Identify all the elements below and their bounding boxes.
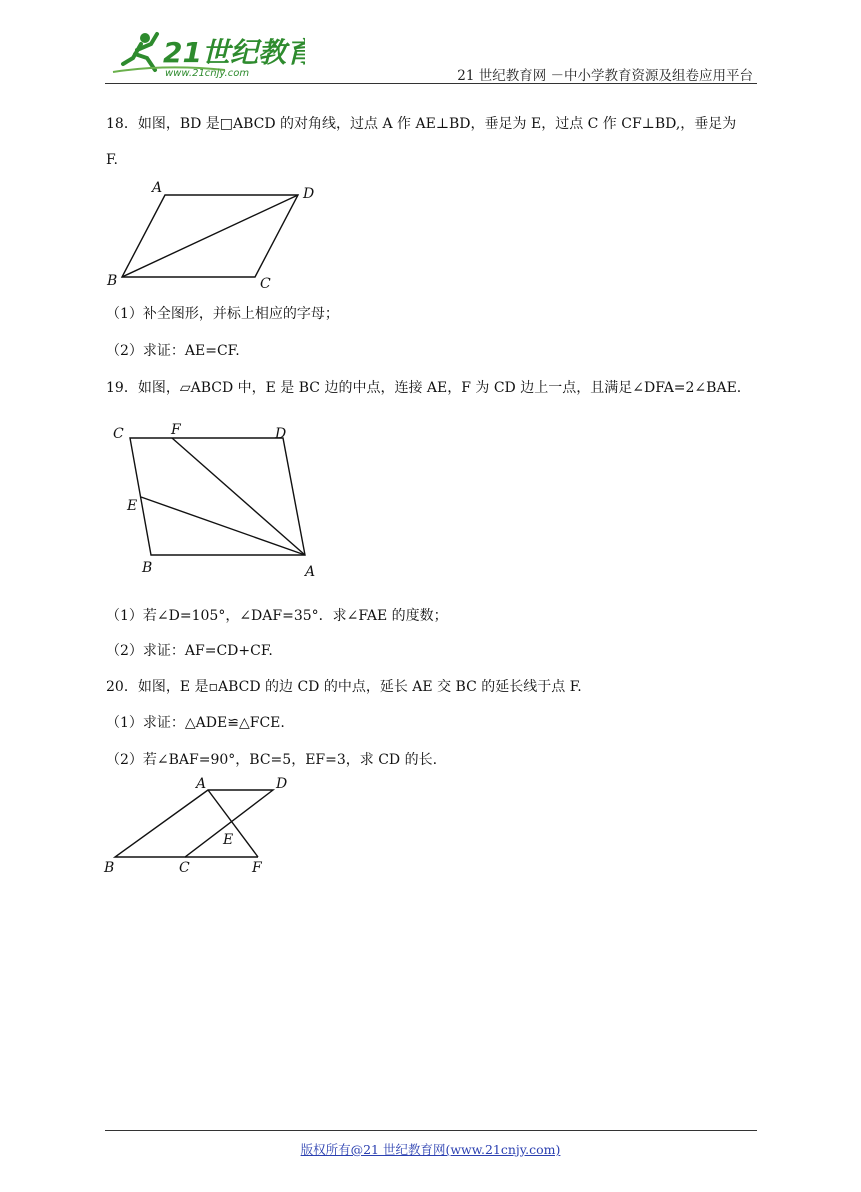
q18-label-b: B (107, 273, 118, 289)
q20-part2: （2）若∠BAF=90°，BC=5，EF=3，求 CD 的长. (106, 752, 438, 768)
q20-label-d: D (276, 776, 288, 792)
q18-label-d: D (303, 186, 315, 202)
q20-label-e: E (223, 832, 234, 848)
q18-stem-line2: F. (106, 152, 118, 168)
header-divider (105, 83, 757, 84)
q18-figure (105, 176, 325, 296)
q20-figure (100, 772, 300, 886)
q19-label-e: E (127, 498, 138, 514)
q18-label-c: C (260, 276, 271, 292)
q18-part2: （2）求证：AE=CF. (106, 343, 240, 359)
q20-part1: （1）求证：△ADE≌△FCE. (106, 715, 285, 731)
q19-label-c: C (113, 426, 124, 442)
q20-label-f: F (252, 860, 262, 876)
q19-label-f: F (171, 422, 181, 438)
footer-divider (105, 1130, 757, 1131)
site-tagline: 21 世纪教育网 －中小学教育资源及组卷应用平台 (457, 68, 753, 84)
q20-label-a: A (196, 776, 207, 792)
svg-text:www.21cnjy.com: www.21cnjy.com (165, 68, 250, 79)
q20-label-c: C (179, 860, 190, 876)
footer-copyright-link[interactable]: 版权所有@21 世纪教育网(www.21cnjy.com) (300, 1142, 561, 1157)
q18-stem-line1: 18．如图，BD 是□ABCD 的对角线，过点 A 作 AE⊥BD，垂足为 E，过点 C 作 CF⊥BD,，垂足为 (106, 116, 737, 132)
q19-label-a: A (305, 564, 316, 580)
q19-label-d: D (275, 426, 287, 442)
q20-stem: 20．如图，E 是▫ABCD 的边 CD 的中点，延长 AE 交 BC 的延长线于点 F. (106, 679, 582, 695)
q19-stem: 19．如图，▱ABCD 中，E 是 BC 边的中点，连接 AE，F 为 CD 边上一点，且满足∠DFA=2∠BAE. (106, 380, 742, 396)
q18-part1: （1）补全图形，并标上相应的字母； (106, 306, 339, 322)
q18-label-a: A (152, 180, 163, 196)
site-logo (105, 28, 305, 80)
svg-text:21世纪教育: 21世纪教育 (163, 36, 305, 69)
q19-label-b: B (142, 560, 153, 576)
q19-part1: （1）若∠D=105°，∠DAF=35°．求∠FAE 的度数； (106, 608, 448, 624)
q19-figure (105, 418, 335, 584)
page-header (105, 28, 757, 83)
q19-part2: （2）求证：AF=CD+CF. (106, 643, 273, 659)
q20-label-b: B (104, 860, 115, 876)
